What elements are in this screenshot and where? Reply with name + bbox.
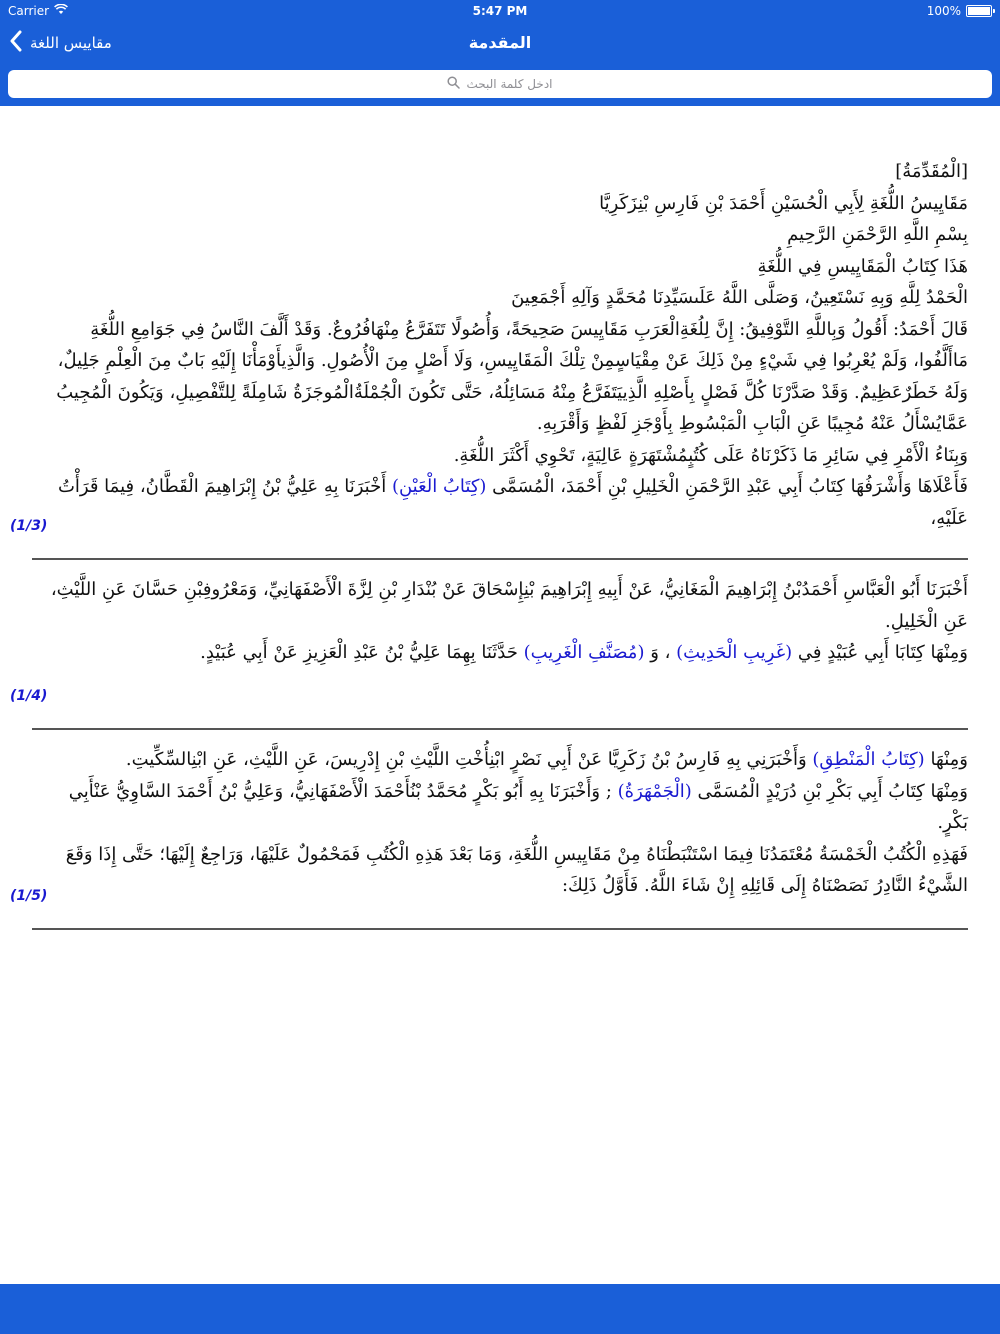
text-line: أَخْبَرَنَا أَبُو الْعَبَّاسِ أَحْمَدُبْنُ إِبْرَاهِيمَ الْمَغَانِيُّ، عَنْ أَبِيهِ إِبْرَاهِيمَ بْنِإِسْحَاقَ عَنْ بُنْدَارِ بْنِ لِزَّةَ الْأَصْفَهَانِيِّ، وَمَعْرُوفِبْنِ حَسَّانَ عَنِ اللَّيْثِ، عَنِ الْخَلِيلِ. — [50, 579, 968, 632]
page-number-label: (1/4) — [10, 688, 48, 704]
text-line: هَذَا كِتَابُ الْمَقَايِيسِ فِي اللُّغَةِ — [757, 255, 968, 277]
status-right — [927, 4, 992, 18]
search-placeholder: ادخل كلمة البحث — [466, 77, 553, 91]
book-link-kitab-al-ayn[interactable]: (كِتَابُ الْعَيْنِ) — [391, 476, 487, 497]
text-segment: ، وَ — [644, 642, 677, 663]
page-number-label: (1/3) — [10, 518, 48, 534]
text-line: قَالَ أَحْمَدُ: أَقُولُ وَبِاللَّهِ التَّوْفِيقُ: إِنَّ لِلُغَةِالْعَرَبِ مَقَايِيسَ صَحِيحَةً، وَأُصُولًا تَتَفَرَّعُ مِنْهَافُرُوعٌ. وَقَدْ أَلَّفَ النَّاسُ فِي جَوَامِعِ اللُّغَةِ مَاأَلَّفُوا، وَلَمْ يُعْرِبُوا فِي شَيْءٍ مِنْ ذَلِكَ عَنْ مِقْيَاسٍمِنْ تِلْكَ الْمَقَايِيسِ، وَلَا أَصْلٍ مِنَ الْأُصُولِ. وَالَّذِيأَوْمَأْنَا إِلَيْهِ بَابٌ مِنَ الْعِلْمِ جَلِيلٌ، وَلَهُ خَطَرٌعَظِيمٌ. وَقَدْ صَدَّرْنَا كُلَّ فَصْلٍ بِأَصْلِهِ الَّذِييَتَفَرَّعُ مِنْهُ مَسَائِلُهُ، حَتَّى تَكُونَ الْجُمْلَةُالْمُوجَزَةُ شَامِلَةً لِلتَّفْصِيلِ، وَيَكُونَ الْمُجِيبُ عَمَّايُسْأَلُ عَنْهُ مُجِيبًا عَنِ الْبَابِ الْمَبْسُوطِ بِأَوْجَزِ لَفْظٍ وَأَقْرَبِهِ. — [56, 318, 968, 434]
text-segment: وَمِنْهَا كِتَابَا أَبِي عُبَيْدٍ فِي — [792, 642, 968, 663]
page-title: المقدمة — [468, 33, 532, 52]
text-segment: وَأَخْبَرَنِي بِهِ فَارِسُ بْنُ زَكَرِيَّا عَنْ أَبِي نَصْرٍ ابْنِأُخْتِ اللَّيْثِ بْنِ إِدْرِيسَ، عَنِ اللَّيْثِ، عَنِ ابْنِالسِّكِّيتِ. — [125, 749, 813, 770]
text-line — [48, 744, 968, 776]
text-line: بِسْمِ اللَّهِ الرَّحْمَنِ الرَّحِيمِ — [787, 224, 968, 245]
text-segment: وَمِنْهَا — [924, 749, 968, 770]
page-4-text — [48, 574, 968, 669]
text-segment: وَمِنْهَا كِتَابُ أَبِي بَكْرِ بْنِ دُرَيْدٍ الْمُسَمَّى — [691, 780, 968, 802]
battery-icon — [966, 5, 992, 17]
book-link-kitab-al-mantiq[interactable]: (كِتَابُ الْمَنْطِقِ) — [812, 749, 925, 770]
page-3-text — [48, 156, 968, 534]
back-button-label: مقاييس اللغة — [30, 34, 112, 52]
divider — [32, 728, 968, 730]
text-segment: أَخْبَرَنَا بِهِ عَلِيُّ بْنُ إِبْرَاهِيمَ الْقَطَّانُ، فِيمَا قَرَأْتُ عَلَيْهِ، — [57, 476, 968, 529]
divider — [32, 558, 968, 560]
navigation-bar — [0, 22, 1000, 64]
carrier-label: Carrier — [8, 4, 50, 18]
text-line — [48, 637, 968, 669]
text-segment: ; وَأَخْبَرَنَا بِهِ أَبُو بَكْرٍ مُحَمَّدُ بْنُأَحْمَدَ الْأَصْفَهَانِيُّ، وَعَلِيُّ بْنُ أَحْمَدَ السَّاوِيُّ عَنْأَبِي بَكْرٍ. — [68, 780, 968, 833]
text-segment: حَدَّثَنَا بِهِمَا عَلِيُّ بْنُ عَبْدِ الْعَزِيزِ عَنْ أَبِي عُبَيْدٍ. — [200, 642, 524, 663]
text-line: مَقَايِيسُ اللُّغَةِ لِأَبِي الْحُسَيْنِ أَحْمَدَ بْنِ فَارِسِ بْنِزَكَرِيَّا — [599, 192, 968, 214]
text-line: وَبِنَاءُ الْأَمْرِ فِي سَائِرِ مَا ذَكَرْنَاهُ عَلَى كُتُبٍمُشْتَهَرَةٍ عَالِيَةٍ، تَحْوِي أَكْثَرَ اللُّغَةِ. — [453, 444, 968, 466]
text-line: فَهَذِهِ الْكُتُبُ الْخَمْسَةُ مُعْتَمَدُنَا فِيمَا اسْتَنْبَطْنَاهُ مِنْ مَقَايِيسِ اللُّغَةِ، وَمَا بَعْدَ هَذِهِ الْكُتُبِ فَمَحْمُولٌ عَلَيْهَا، وَرَاجِعٌ إِلَيْهَا؛ حَتَّى إِذَا وَقَعَ الشَّيْءُ النَّادِرُ نَصَصْنَاهُ إِلَى قَائِلِهِ إِنْ شَاءَ اللَّهُ. فَأَوَّلُ ذَلِكَ: — [65, 843, 968, 896]
text-line: [الْمُقَدِّمَةُ] — [895, 161, 968, 182]
book-link-al-jamhara[interactable]: (الْجَمْهَرَةُ) — [617, 780, 692, 802]
text-segment: فَأَعْلَاهَا وَأَشْرَفُهَا كِتَابُ أَبِي عَبْدِ الرَّحْمَنِ الْخَلِيلِ بْنِ أَحْمَدَ، الْمُسَمَّى — [486, 476, 968, 497]
search-icon — [447, 76, 460, 92]
article-content — [0, 106, 1000, 1284]
battery-percent: 100% — [926, 4, 961, 18]
divider — [32, 928, 968, 930]
text-line — [48, 776, 968, 839]
page-5-text — [48, 744, 968, 902]
wifi-icon — [54, 4, 68, 18]
status-time: 5:47 PM — [472, 4, 528, 18]
status-bar — [0, 0, 1000, 22]
text-line: الْحَمْدُ لِلَّهِ وَبِهِ نَسْتَعِينُ، وَصَلَّى اللَّهُ عَلَىسَيِّدِنَا مُحَمَّدٍ وَآلِهِ أَجْمَعِينَ — [511, 287, 968, 308]
status-left — [8, 4, 68, 18]
search-area — [0, 64, 1000, 106]
search-input[interactable] — [8, 70, 992, 98]
book-link-musannaf-al-gharib[interactable]: (مُصَنَّفِ الْغَرِيبِ) — [523, 642, 645, 663]
book-link-gharib-al-hadith[interactable]: (غَرِيبِ الْحَدِيثِ) — [676, 642, 793, 663]
page-number-label: (1/5) — [10, 888, 48, 904]
text-line — [48, 471, 968, 534]
bottom-toolbar — [0, 1284, 1000, 1334]
